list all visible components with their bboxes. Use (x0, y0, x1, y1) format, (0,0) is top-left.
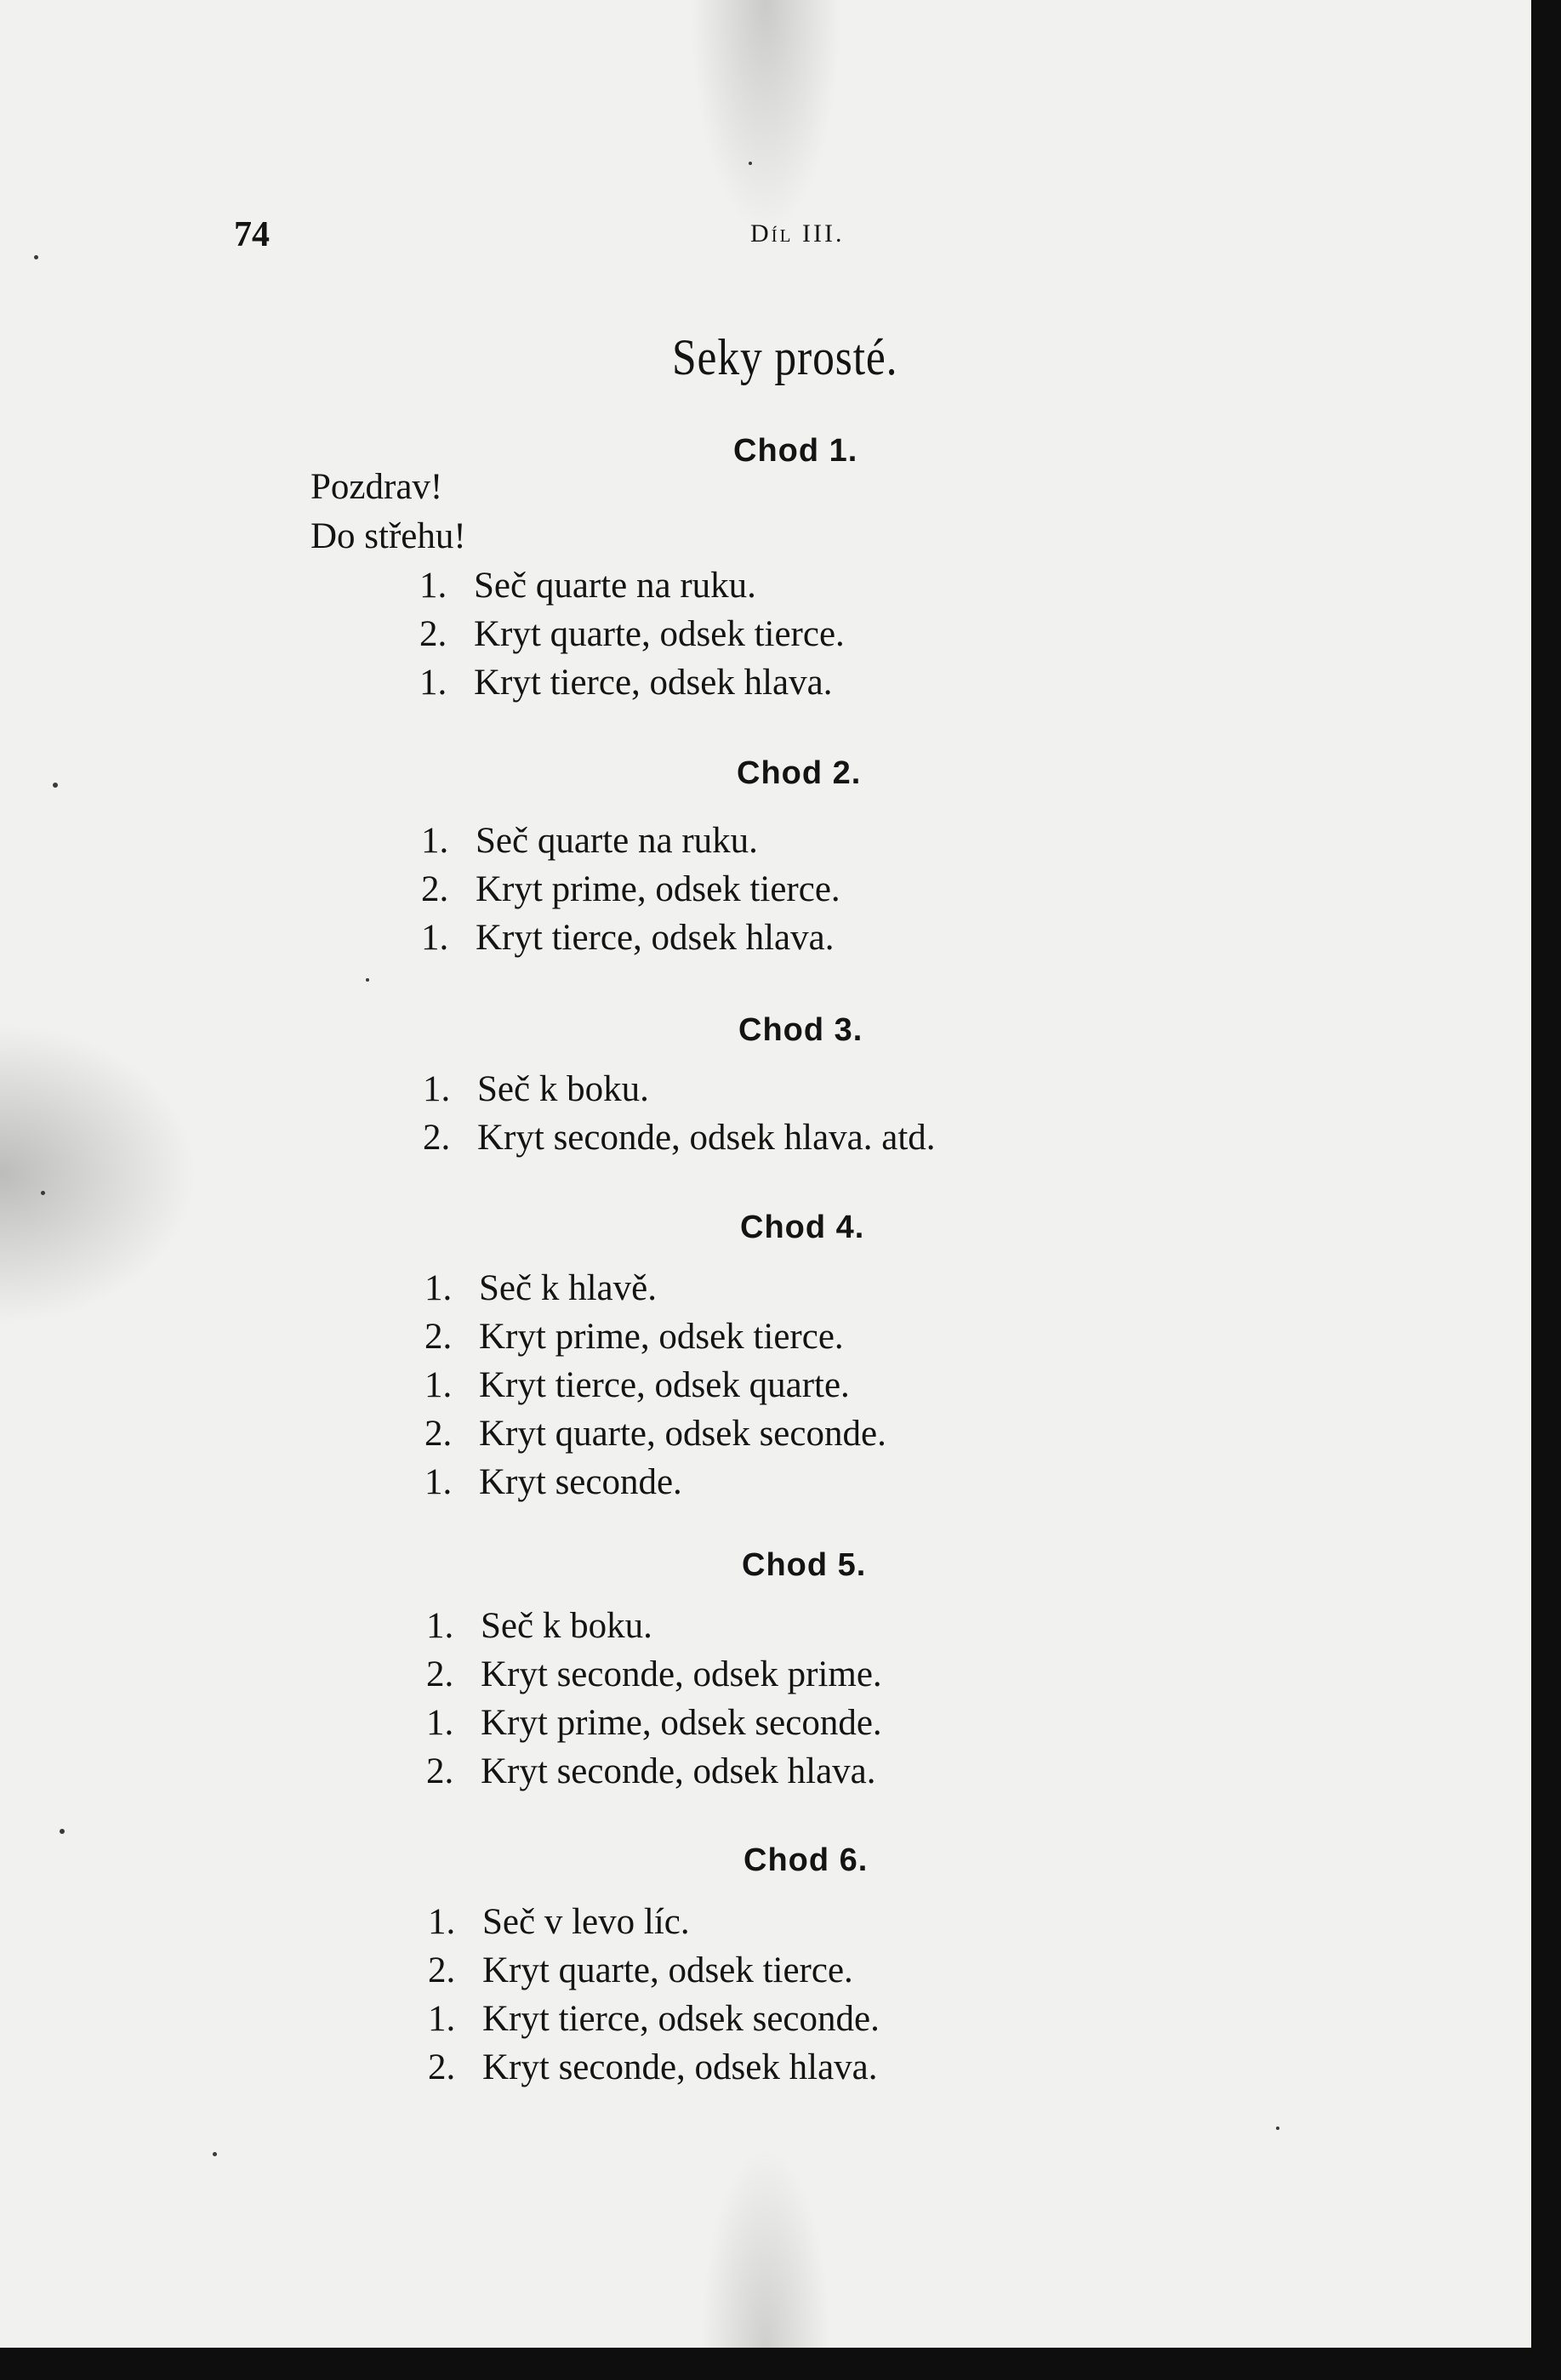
chod-heading: Chod 5. (742, 1547, 867, 1583)
step-line (419, 565, 756, 606)
step-line (421, 868, 840, 910)
scan-speck (34, 255, 38, 259)
greeting-line: Do střehu! (310, 516, 466, 556)
step-text: Kryt tierce, odsek hlava. (474, 663, 833, 703)
step-number: 1. (419, 566, 447, 606)
step-number: 2. (421, 869, 449, 909)
step-text: Kryt prime, odsek tierce. (479, 1317, 844, 1357)
step-text: Kryt quarte, odsek tierce. (474, 614, 845, 654)
step-line (423, 1117, 936, 1159)
running-head: Díl III. (750, 219, 845, 248)
step-text: Kryt seconde. (479, 1462, 682, 1502)
step-number: 2. (423, 1118, 451, 1158)
step-number: 1. (421, 918, 449, 958)
step-line (424, 1364, 850, 1406)
chod-heading: Chod 2. (737, 755, 862, 791)
step-number: 2. (424, 1317, 453, 1357)
step-line (419, 613, 845, 655)
step-number: 1. (428, 1902, 456, 1942)
step-text: Kryt seconde, odsek hlava. (482, 2047, 878, 2087)
step-line (426, 1654, 882, 1695)
step-line (426, 1702, 882, 1744)
step-text: Kryt seconde, odsek hlava. (481, 1751, 876, 1791)
step-number: 1. (424, 1268, 453, 1308)
page-title: Seky prosté. (672, 329, 898, 385)
step-line (424, 1413, 886, 1455)
scan-border-right (1531, 0, 1561, 2380)
step-line (424, 1461, 682, 1503)
chod-heading: Chod 1. (733, 433, 858, 469)
scan-speck (749, 162, 752, 165)
step-number: 2. (426, 1654, 454, 1694)
step-number: 2. (426, 1751, 454, 1791)
scan-speck (366, 978, 369, 982)
step-line (421, 917, 834, 959)
step-line (426, 1751, 876, 1792)
step-line (421, 820, 758, 862)
step-text: Seč quarte na ruku. (474, 566, 756, 606)
step-text: Kryt tierce, odsek hlava. (476, 918, 835, 958)
step-number: 1. (428, 1999, 456, 2039)
scan-speck (60, 1829, 65, 1834)
step-text: Seč quarte na ruku. (476, 821, 758, 861)
step-line (428, 1901, 690, 1943)
step-number: 2. (424, 1414, 453, 1454)
chod-heading: Chod 3. (738, 1012, 863, 1048)
chod-heading: Chod 4. (740, 1210, 865, 1245)
step-number: 1. (423, 1069, 451, 1109)
step-text: Kryt prime, odsek tierce. (476, 869, 840, 909)
step-number: 2. (419, 614, 447, 654)
step-number: 1. (424, 1365, 453, 1405)
step-line (428, 1998, 880, 2040)
step-number: 2. (428, 1950, 456, 1990)
step-number: 1. (424, 1462, 453, 1502)
page-number: 74 (234, 215, 270, 254)
scan-speck (53, 783, 58, 788)
step-number: 1. (419, 663, 447, 703)
scan-speck (213, 2152, 217, 2156)
step-number: 1. (426, 1606, 454, 1646)
step-text: Kryt prime, odsek seconde. (481, 1703, 882, 1743)
step-line (428, 2047, 878, 2088)
step-text: Seč k boku. (477, 1069, 649, 1109)
step-text: Kryt quarte, odsek tierce. (482, 1950, 853, 1990)
step-text: Kryt seconde, odsek prime. (481, 1654, 882, 1694)
step-text: Kryt tierce, odsek seconde. (482, 1999, 880, 2039)
step-text: Kryt quarte, odsek seconde. (479, 1414, 886, 1454)
step-line (424, 1267, 657, 1309)
chod-heading: Chod 6. (743, 1842, 869, 1878)
step-number: 1. (426, 1703, 454, 1743)
greeting-line: Pozdrav! (310, 467, 443, 507)
scan-speck (41, 1191, 45, 1195)
step-line (419, 662, 832, 703)
step-line (428, 1950, 853, 1991)
step-line (426, 1605, 652, 1647)
step-number: 1. (421, 821, 449, 861)
step-text: Kryt seconde, odsek hlava. atd. (477, 1118, 936, 1158)
scan-speck (1276, 2127, 1279, 2130)
scan-border-bottom (0, 2348, 1561, 2380)
step-line (423, 1068, 649, 1110)
step-line (424, 1316, 844, 1358)
step-text: Seč k boku. (481, 1606, 652, 1646)
step-text: Seč v levo líc. (482, 1902, 690, 1942)
step-text: Kryt tierce, odsek quarte. (479, 1365, 850, 1405)
step-text: Seč k hlavě. (479, 1268, 657, 1308)
step-number: 2. (428, 2047, 456, 2087)
